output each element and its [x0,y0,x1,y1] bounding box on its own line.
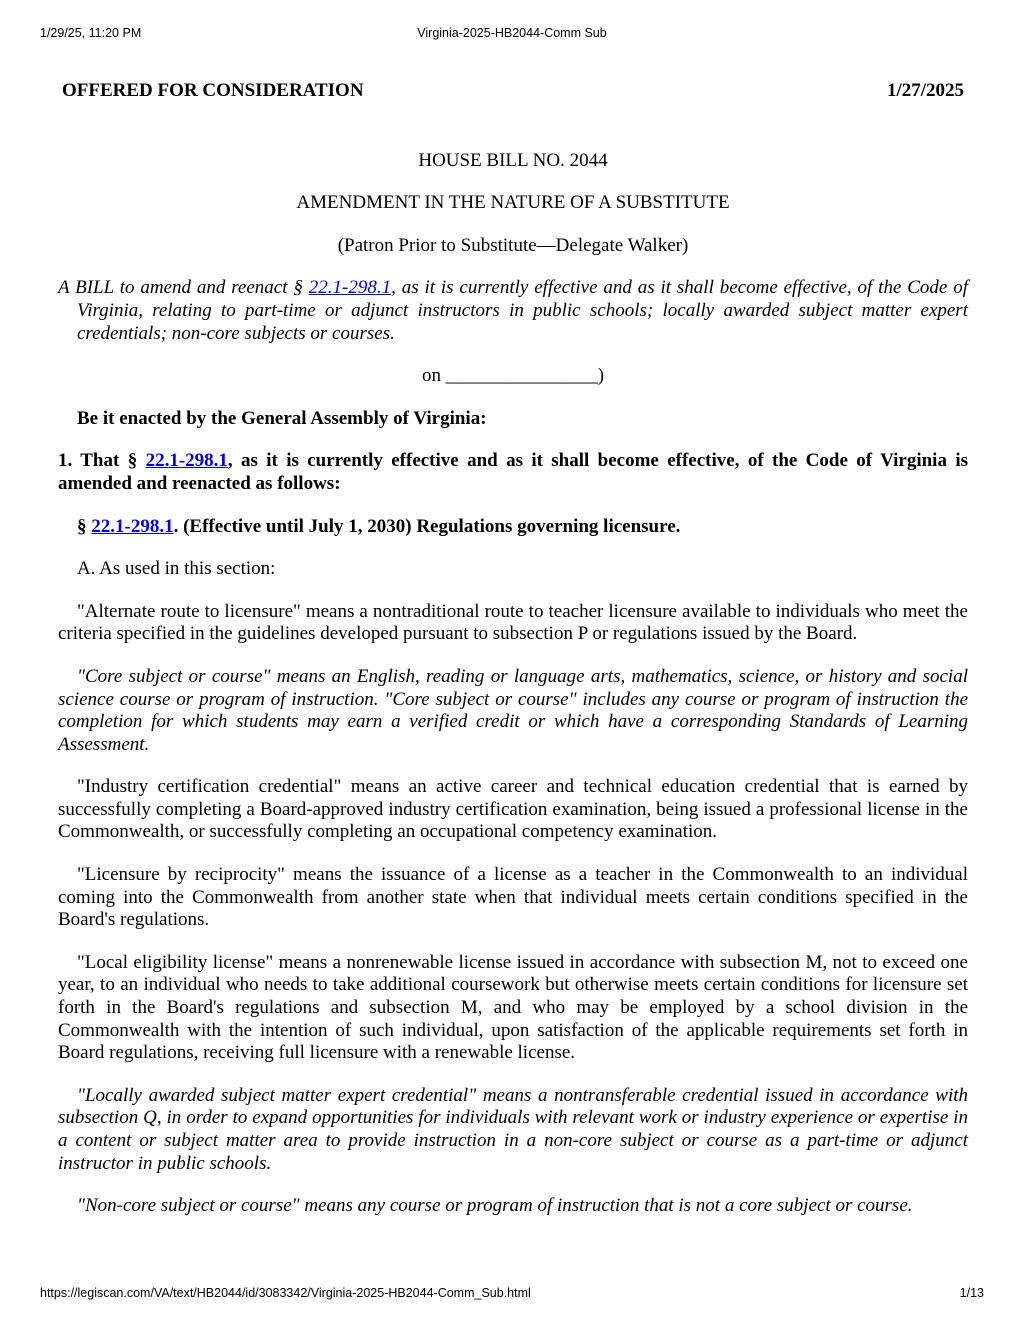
amendment-heading: AMENDMENT IN THE NATURE OF A SUBSTITUTE [296,192,730,214]
definition-local-eligibility: "Local eligibility license" means a nonrenewable license issued in accordance with subsection M, not to exceed one year, to an individual who needs to take additional coursework but otherwise meets certain conditions for licensure set forth in the Board's regulations and subsection M, and who may be employed by a school division in the Commonwealth with the intention of such individual, upon satisfaction of the applicable requirements set forth in Board regulations, receiving full licensure with a renewable license. [58,951,968,1064]
section-symbol: § [77,515,92,537]
print-header [0,26,1024,42]
definition-industry-certification: "Industry certification credential" means an active career and technical education credential that is earned by successfully completing a Board-approved industry certification examination, being issued a professional license in the Commonwealth, or successfully completing an occupational competency examination. [58,776,968,843]
section-one-prefix: 1. That § [58,450,146,472]
definition-alternate-route: "Alternate route to licensure" means a nontraditional route to teacher licensure available to individuals who meet the criteria specified in the guidelines developed pursuant to subsection P or regulations issued by the Board. [58,600,968,645]
print-url: https://legiscan.com/VA/text/HB2044/id/3083342/Virginia-2025-HB2044-Comm_Sub.html [40,1286,531,1300]
code-section-link[interactable]: 22.1-298.1 [145,450,228,472]
offered-date: 1/27/2025 [886,80,964,101]
print-doc-title: Virginia-2025-HB2044-Comm Sub [417,26,607,40]
subsection-a: A. As used in this section: [77,558,276,580]
bill-title [58,277,968,345]
bill-number: HOUSE BILL NO. 2044 [418,149,608,171]
patron-line: (Patron Prior to Substitute—Delegate Walker) [337,234,689,256]
bill-title-prefix: A BILL to amend and reenact § [58,277,309,299]
definition-licensure-reciprocity: "Licensure by reciprocity" means the issuance of a license as a teacher in the Commonwealth to an individual coming into the Commonwealth from another state when that individual meets certain conditions specified in the Board's regulations. [58,864,968,931]
definition-non-core-subject: "Non-core subject or course" means any course or program of instruction that is not a core subject or course. [77,1195,913,1217]
code-section-link[interactable]: 22.1-298.1 [308,277,392,299]
code-section-link[interactable]: 22.1-298.1 [91,515,174,537]
print-datetime: 1/29/25, 11:20 PM [40,26,142,40]
print-page-number: 1/13 [959,1286,984,1300]
offered-label: OFFERED FOR CONSIDERATION [62,80,364,101]
offered-line [58,80,968,103]
enacting-clause: Be it enacted by the General Assembly of Virginia: [77,407,487,429]
section-heading [58,516,968,539]
definition-core-subject: "Core subject or course" means an English, reading or language arts, mathematics, science, or history and social science course or program of instruction. "Core subject or course" includes any course or program of instruction the completion for which students may earn a verified credit or which have a corresponding Standards of Learning Assessment. [58,665,968,755]
section-one-suffix: , as it is currently effective and as it shall become effective, of the Code of Virginia is amended and reenacted as follows: [58,450,968,494]
section-one [58,450,968,495]
on-line: on ________________) [421,365,605,387]
section-heading-suffix: . (Effective until July 1, 2030) Regulations governing licensure. [173,515,681,537]
print-footer [0,1286,1024,1302]
bill-document [58,80,968,1238]
definition-subject-matter-expert: "Locally awarded subject matter expert credential" means a nontransferable credential issued in accordance with subsection Q, in order to expand opportunities for individuals with relevant work or industry experience or expertise in a content or subject matter area to provide instruction in a non-core subject or course as a part-time or adjunct instructor in public schools. [58,1084,968,1174]
bill-title-suffix: , as it is currently effective and as it shall become effective, of the Code of Virginia, relating to part-time or adjunct instructors in public schools; locally awarded subject matter expert credentials; non-core subjects or courses. [77,277,968,344]
